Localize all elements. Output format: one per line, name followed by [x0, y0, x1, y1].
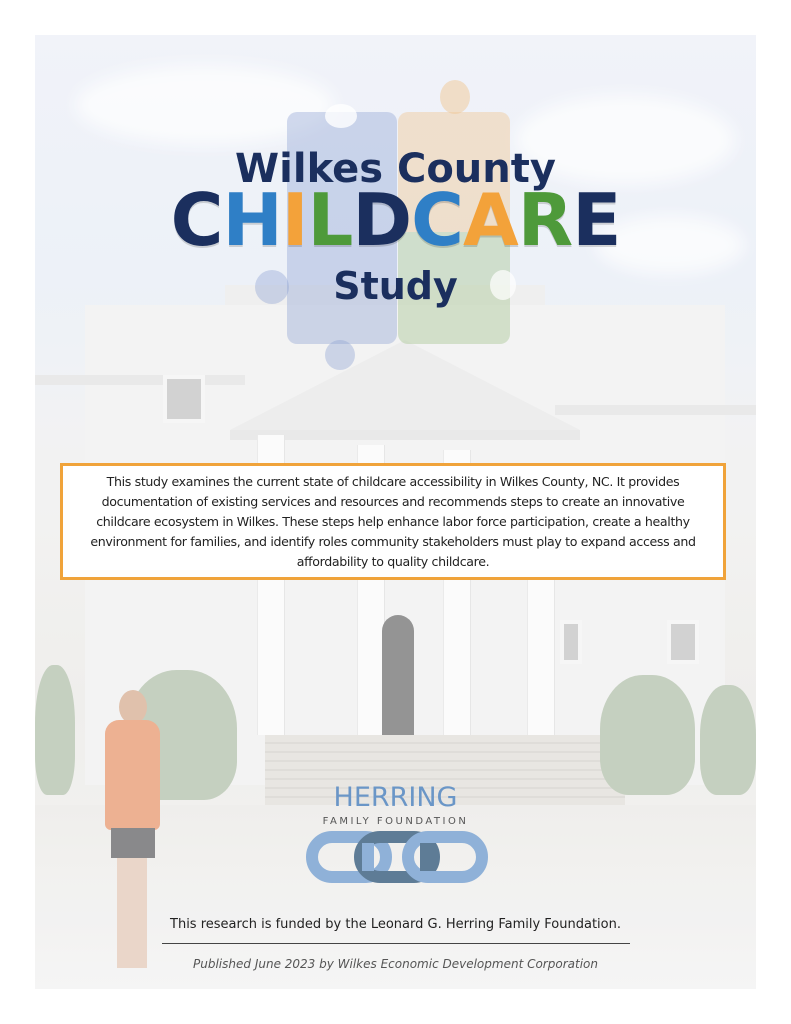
title-letter: L [307, 178, 353, 262]
chain-links-icon [306, 829, 488, 885]
title-line-study: Study [333, 264, 458, 308]
title-letter: H [222, 178, 282, 262]
summary-text: This study examines the current state of childcare accessibility in Wilkes County, NC. It provides documentation of existing services and resources and recommends steps to create an innovative childcare ecosystem in Wilkes. These steps help enhance labor force participation, create a healthy environment for families, and identify roles community stakeholders must play to expand access and affordability to quality childcare. [90, 473, 696, 569]
puzzle-notch [325, 104, 357, 128]
herring-logo-name: HERRING [333, 782, 458, 813]
puzzle-knob [325, 340, 355, 370]
title-childcare [0, 180, 791, 260]
summary-box [60, 463, 726, 580]
title-line-wilkes-county: Wilkes County [235, 146, 556, 192]
title-letter: C [170, 178, 223, 262]
publication-credit: Published June 2023 by Wilkes Economic Development Corporation [193, 957, 598, 971]
divider-line [162, 943, 630, 944]
title-letter: C [411, 178, 464, 262]
title-letter: E [572, 178, 621, 262]
title-letter: I [281, 178, 308, 262]
title-letter: D [352, 178, 412, 262]
title-letter: R [517, 178, 573, 262]
puzzle-knob [440, 80, 470, 114]
funding-statement: This research is funded by the Leonard G. Herring Family Foundation. [170, 917, 621, 932]
herring-logo-subtitle: FAMILY FOUNDATION [322, 816, 469, 827]
title-letter: A [463, 178, 518, 262]
